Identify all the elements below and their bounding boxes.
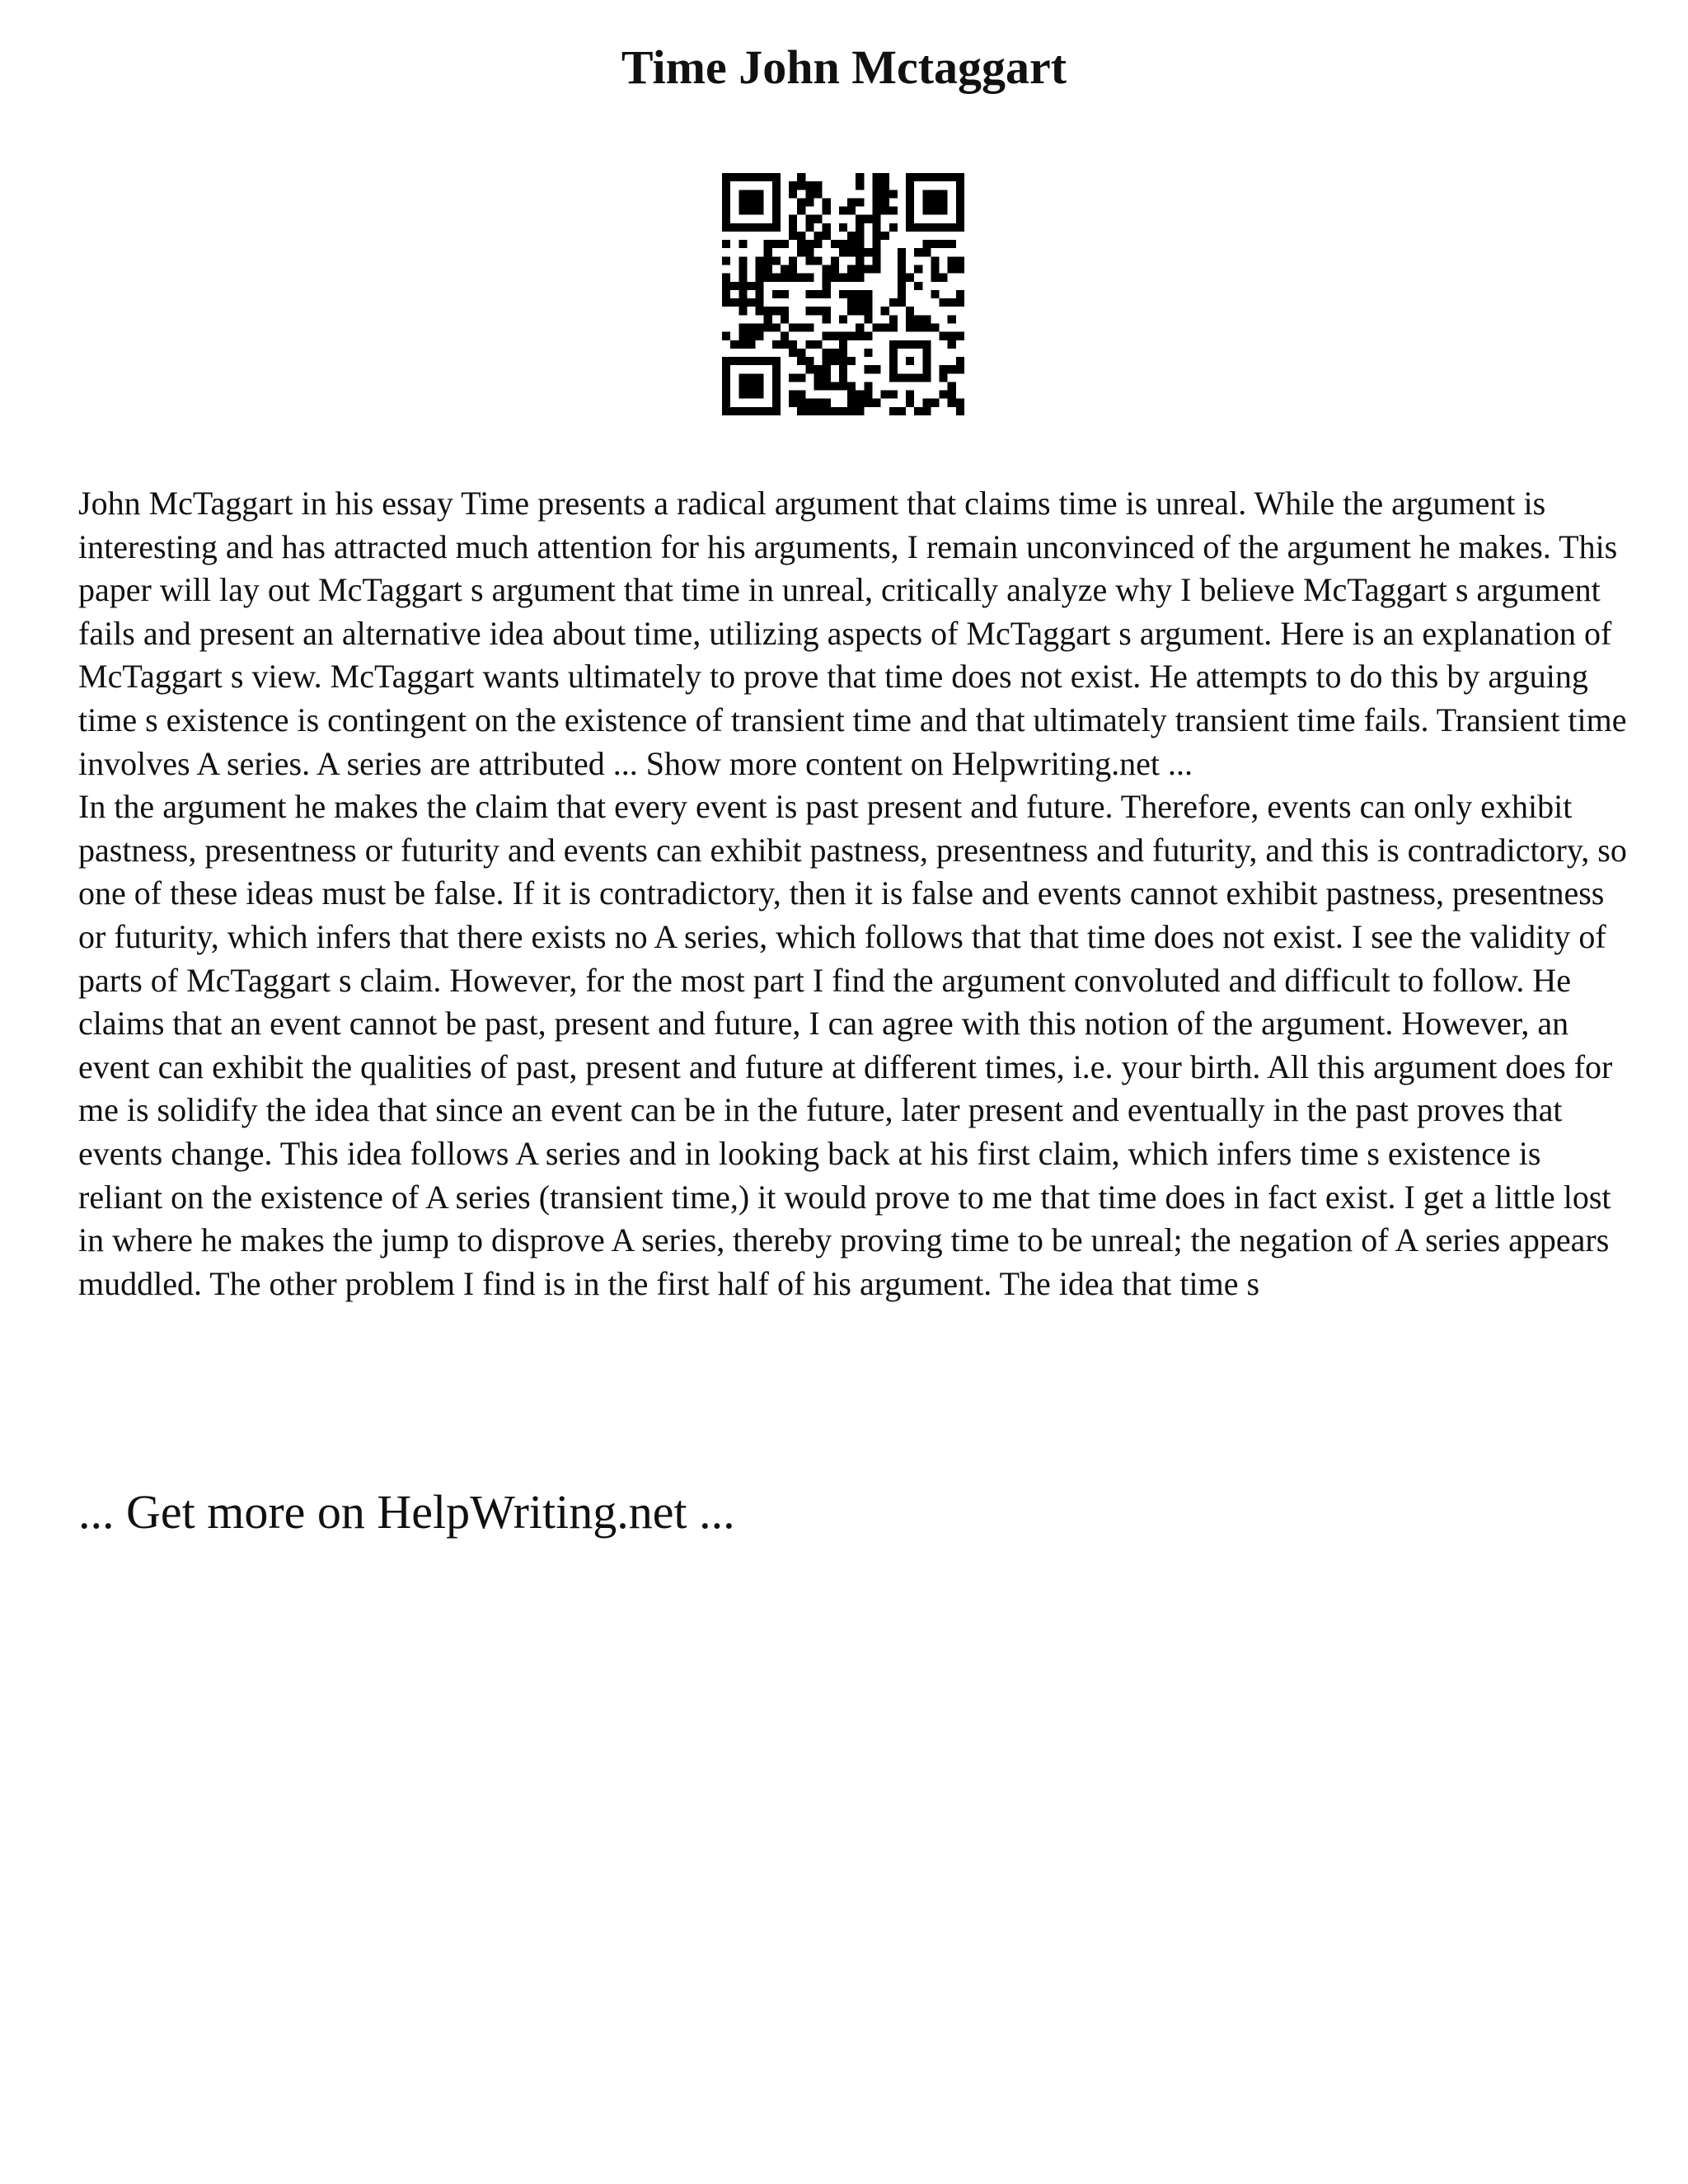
article-body — [78, 482, 1628, 1305]
document-title: Time John Mctaggart — [621, 40, 1067, 94]
qr-code-icon[interactable] — [722, 173, 964, 415]
get-more-link[interactable]: ... Get more on HelpWriting.net ... — [78, 1485, 735, 1539]
paragraph: John McTaggart in his essay Time presents a radical argument that claims time is unreal. While the argument is interesting and has attracted much attention for his arguments, I remain unconvinced of the argument he makes. This paper will lay out McTaggart s argument that time in unreal, critically analyze why I believe McTaggart s argument fails and present an alternative idea about time, utilizing aspects of McTaggart s argument. Here is an explanation of McTaggart s view. McTaggart wants ultimately to prove that time does not exist. He attempts to do this by arguing time s existence is contingent on the existence of transient time and that ultimately transient time fails. Transient time involves A series. A series are attributed ... Show more content on Helpwriting.net ... — [78, 485, 1627, 782]
paragraph: In the argument he makes the claim that every event is past present and future. Therefore, events can only exhibit pastness, presentness or futurity and events can exhibit pastness, presentness and futurity, and this is contradictory, so one of these ideas must be false. If it is contradictory, then it is false and events cannot exhibit pastness, presentness or futurity, which infers that there exists no A series, which follows that that time does not exist. I see the validity of parts of McTaggart s claim. However, for the most part I find the argument convoluted and difficult to follow. He claims that an event cannot be past, present and future, I can agree with this notion of the argument. However, an event can exhibit the qualities of past, present and future at different times, i.e. your birth. All this argument does for me is solidify the idea that since an event can be in the future, later present and eventually in the past proves that events change. This idea follows A series and in looking back at his first claim, which infers time s existence is reliant on the existence of A series (transient time,) it would prove to me that time does in fact exist. I get a little lost in where he makes the jump to disprove A series, thereby proving time to be unreal; the negation of A series appears muddled. The other problem I find is in the first half of his argument. The idea that time s — [78, 788, 1627, 1302]
